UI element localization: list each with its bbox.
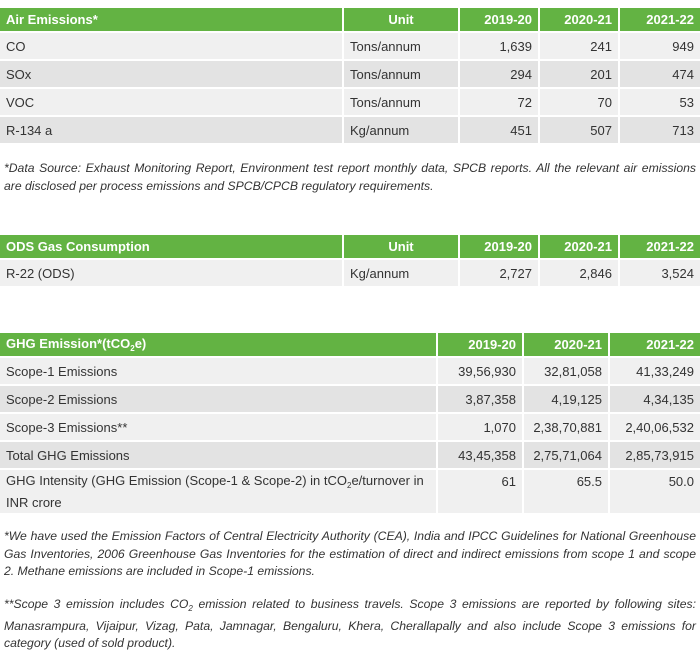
table-cell: Kg/annum [344,117,460,145]
table-row [0,89,700,117]
column-header: 2019-20 [438,333,524,358]
table-cell: R-22 (ODS) [0,260,344,288]
table-cell: 949 [620,33,700,61]
table-cell: 2,75,71,064 [524,442,610,470]
table-cell: 2,846 [540,260,620,288]
column-header: 2021-22 [620,235,700,260]
table-cell: 3,87,358 [438,386,524,414]
table-header-row [0,8,700,33]
table-cell: 201 [540,61,620,89]
ods-gas-consumption-table [0,235,700,288]
table-cell: VOC [0,89,344,117]
table-cell: 241 [540,33,620,61]
table-header-row [0,235,700,260]
table-row [0,358,700,386]
column-header: 2019-20 [460,235,540,260]
column-header: GHG Emission*(tCO$_2$e) [0,333,438,358]
table-row [0,117,700,145]
table-cell: 294 [460,61,540,89]
table-cell: 451 [460,117,540,145]
table-row [0,470,700,515]
table-cell: 43,45,358 [438,442,524,470]
column-header: 2020-21 [540,8,620,33]
table-row [0,33,700,61]
table-cell: 72 [460,89,540,117]
table-row [0,61,700,89]
table-cell: 2,727 [460,260,540,288]
table-cell: 474 [620,61,700,89]
ghg-footnote-scope3: **Scope 3 emission includes $CO_2$ emission related to business travels. Scope 3 emissions are reported by following sites: Manasrampura, Vijaipur, Vizag, Pata, Jamnagar, Bengaluru, Khera, Cherallapally and also include Scope 3 emissions for category (used of sold product). [4,597,696,650]
table-cell: 70 [540,89,620,117]
table-cell: 65.5 [524,470,610,515]
table-cell: Scope-3 Emissions** [0,414,438,442]
table-cell: Scope-1 Emissions [0,358,438,386]
column-header: Unit [344,235,460,260]
table-cell: 1,639 [460,33,540,61]
table-cell: SOx [0,61,344,89]
table-cell: 2,38,70,881 [524,414,610,442]
table-cell: 2,85,73,915 [610,442,700,470]
table-cell: 61 [438,470,524,515]
ghg-footnote-emission-factors: *We have used the Emission Factors of Central Electricity Authority (CEA), India and IPCC Guidelines for National Greenhouse Gas Inventories, 2006 Greenhouse Gas Inventories for the estimation of direct and indirect emissions from scope 1 and scope 2. Methane emissions are included in Scope-1 emissions. [4,529,696,578]
table-row [0,386,700,414]
table-cell: 32,81,058 [524,358,610,386]
table-cell: Tons/annum [344,61,460,89]
table-cell: Kg/annum [344,260,460,288]
table-header-row [0,333,700,358]
column-header: Air Emissions* [0,8,344,33]
table-cell: CO [0,33,344,61]
ghg-emission-table [0,333,700,515]
column-header: 2021-22 [610,333,700,358]
table-cell: 4,19,125 [524,386,610,414]
column-header: Unit [344,8,460,33]
table-cell: 713 [620,117,700,145]
table-cell: GHG Intensity (GHG Emission (Scope-1 & Scope-2) in tCO$_2$e/turnover in INR crore [0,470,438,515]
table-row [0,414,700,442]
table-cell: Tons/annum [344,89,460,117]
table-cell: 507 [540,117,620,145]
table-cell: Scope-2 Emissions [0,386,438,414]
table-cell: 3,524 [620,260,700,288]
column-header: 2020-21 [524,333,610,358]
table-cell: 1,070 [438,414,524,442]
air-emissions-footnote: *Data Source: Exhaust Monitoring Report, Environment test report monthly data, SPCB reports. All the relevant air emissions are disclosed per process emissions and SPCB/CPCB regulatory requirements. [4,161,696,193]
table-cell: 50.0 [610,470,700,515]
column-header: ODS Gas Consumption [0,235,344,260]
table-cell: 4,34,135 [610,386,700,414]
column-header: 2019-20 [460,8,540,33]
table-row [0,260,700,288]
table-cell: 41,33,249 [610,358,700,386]
table-cell: Total GHG Emissions [0,442,438,470]
table-cell: R-134 a [0,117,344,145]
table-cell: 2,40,06,532 [610,414,700,442]
column-header: 2021-22 [620,8,700,33]
table-row [0,442,700,470]
table-cell: 39,56,930 [438,358,524,386]
table-cell: 53 [620,89,700,117]
air-emissions-table [0,8,700,145]
column-header: 2020-21 [540,235,620,260]
table-cell: Tons/annum [344,33,460,61]
